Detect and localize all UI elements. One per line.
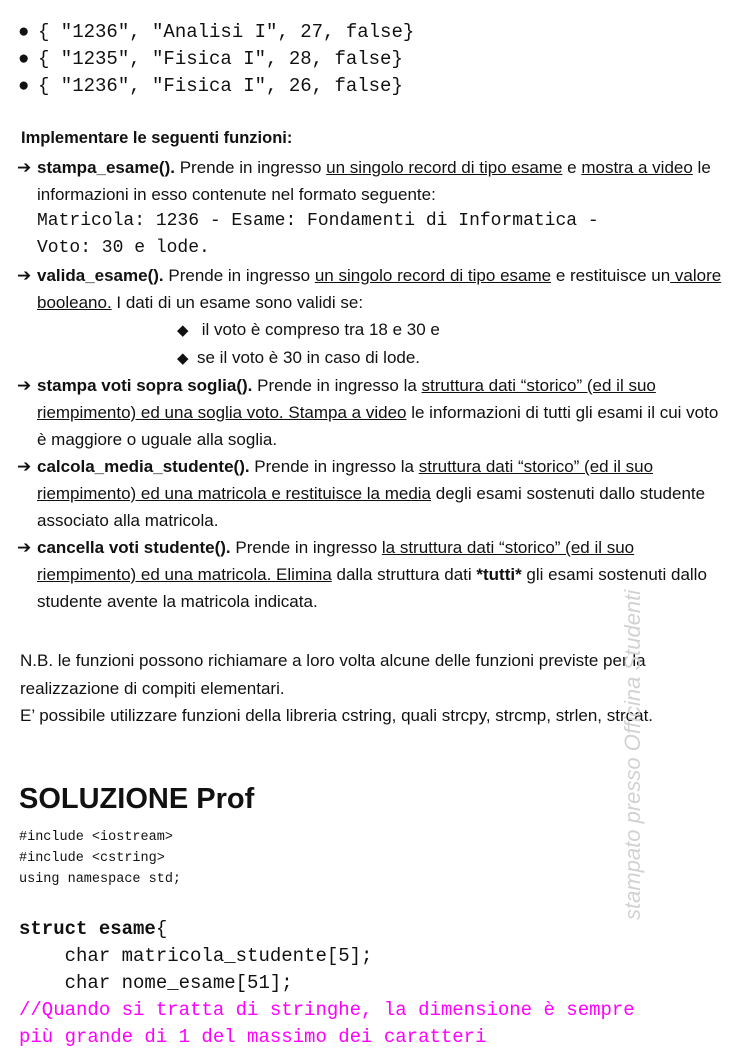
underlined-text: la struttura dati “storico” (ed il suo riempimento) ed una matricola. Elimina bbox=[37, 538, 635, 584]
condition-text: il voto è compreso tra 18 e 30 e bbox=[201, 320, 440, 339]
text: gli esami sostenuti dallo studente avente la matricola indicata. bbox=[37, 565, 707, 611]
struct-code-block bbox=[19, 916, 635, 1051]
text: e restituisce un bbox=[551, 266, 671, 285]
section-heading: Implementare le seguenti funzioni: bbox=[21, 129, 293, 147]
function-list bbox=[17, 154, 732, 615]
text: Prende in ingresso bbox=[163, 266, 315, 285]
bullet-dot-icon: ● bbox=[18, 75, 30, 97]
right-arrow-icon: ➔ bbox=[17, 457, 32, 476]
function-item-stampa-esame bbox=[17, 154, 732, 262]
underlined-text: valore booleano. bbox=[37, 266, 722, 312]
underlined-text: mostra a video bbox=[581, 158, 693, 177]
struct-keyword: struct esame bbox=[19, 918, 156, 940]
function-name: valida_esame(). bbox=[37, 266, 164, 285]
code-line: using namespace std; bbox=[19, 872, 182, 887]
note-paragraph: N.B. le funzioni possono richiamare a loro volta alcune delle funzioni previste per la realizzazione di compiti elementari. bbox=[20, 651, 646, 698]
text: Prende in ingresso la bbox=[249, 457, 419, 476]
underlined-text: struttura dati “storico” (ed il suo riempimento) ed una matricola e restituisce la media bbox=[37, 457, 654, 503]
function-name: calcola_media_studente(). bbox=[37, 457, 250, 476]
function-name: cancella voti studente(). bbox=[37, 538, 231, 557]
bullet-dot-icon: ● bbox=[18, 48, 30, 70]
function-item-calcola-media bbox=[17, 453, 732, 534]
text: degli esami sostenuti dallo studente associato alla matricola. bbox=[37, 484, 706, 530]
text: e bbox=[562, 158, 582, 177]
list-item bbox=[18, 19, 414, 46]
condition-text: se il voto è 30 in caso di lode. bbox=[197, 348, 421, 367]
list-item bbox=[18, 73, 414, 100]
condition-item bbox=[37, 344, 732, 372]
text: le informazioni in esso contenute nel formato seguente: bbox=[37, 158, 711, 204]
note-paragraph: E’ possibile utilizzare funzioni della libreria cstring, quali strcpy, strcmp, strlen, strcat. bbox=[20, 706, 654, 725]
record-text: { "1235", "Fisica I", 28, false} bbox=[38, 48, 403, 70]
record-text: { "1236", "Analisi I", 27, false} bbox=[38, 21, 415, 43]
code-line: #include <cstring> bbox=[19, 851, 165, 866]
bold-text: *tutti* bbox=[476, 565, 522, 584]
right-arrow-icon: ➔ bbox=[17, 266, 32, 285]
function-item-stampa-voti bbox=[17, 372, 732, 453]
underlined-text: struttura dati “storico” (ed il suo riempimento) ed una soglia voto. Stampa a video bbox=[37, 376, 656, 422]
right-arrow-icon: ➔ bbox=[17, 376, 32, 395]
text: le informazioni di tutti gli esami il cui voto è maggiore o uguale alla soglia. bbox=[37, 403, 719, 449]
underlined-text: un singolo record di tipo esame bbox=[326, 158, 563, 177]
right-arrow-icon: ➔ bbox=[17, 538, 32, 557]
diamond-bullet-icon: ◆ bbox=[177, 322, 189, 339]
text: Prende in ingresso bbox=[174, 158, 327, 177]
function-name: stampa voti sopra soglia(). bbox=[37, 376, 253, 395]
condition-item bbox=[37, 316, 732, 344]
function-name: stampa_esame(). bbox=[37, 158, 175, 177]
solution-title: SOLUZIONE Prof bbox=[19, 783, 255, 815]
code-line: char matricola_studente[5]; bbox=[19, 945, 373, 967]
code-line: #include <iostream> bbox=[19, 830, 173, 845]
list-item bbox=[18, 46, 414, 73]
code-line: char nome_esame[51]; bbox=[19, 972, 293, 994]
format-example-line: Matricola: 1236 - Esame: Fondamenti di Informatica - bbox=[37, 211, 599, 231]
text: dalla struttura dati bbox=[331, 565, 477, 584]
code-comment: //Quando si tratta di stringhe, la dimensione è sempre più grande di 1 del massimo dei caratteri bbox=[19, 999, 635, 1048]
record-list bbox=[18, 19, 414, 100]
bullet-dot-icon: ● bbox=[18, 21, 30, 43]
underlined-text: un singolo record di tipo esame bbox=[314, 266, 552, 285]
function-item-valida-esame bbox=[17, 262, 732, 372]
format-example-line: Voto: 30 e lode. bbox=[37, 238, 210, 258]
diamond-bullet-icon: ◆ bbox=[177, 350, 189, 367]
text: Prende in ingresso bbox=[230, 538, 382, 557]
text: Prende in ingresso la bbox=[252, 376, 422, 395]
code-brace: { bbox=[155, 918, 168, 940]
include-block bbox=[19, 827, 181, 890]
right-arrow-icon: ➔ bbox=[17, 158, 32, 177]
record-text: { "1236", "Fisica I", 26, false} bbox=[38, 75, 403, 97]
watermark: stampato presso Officina Studenti bbox=[620, 589, 645, 920]
code-line bbox=[19, 916, 635, 943]
text: I dati di un esame sono validi se: bbox=[111, 293, 364, 312]
